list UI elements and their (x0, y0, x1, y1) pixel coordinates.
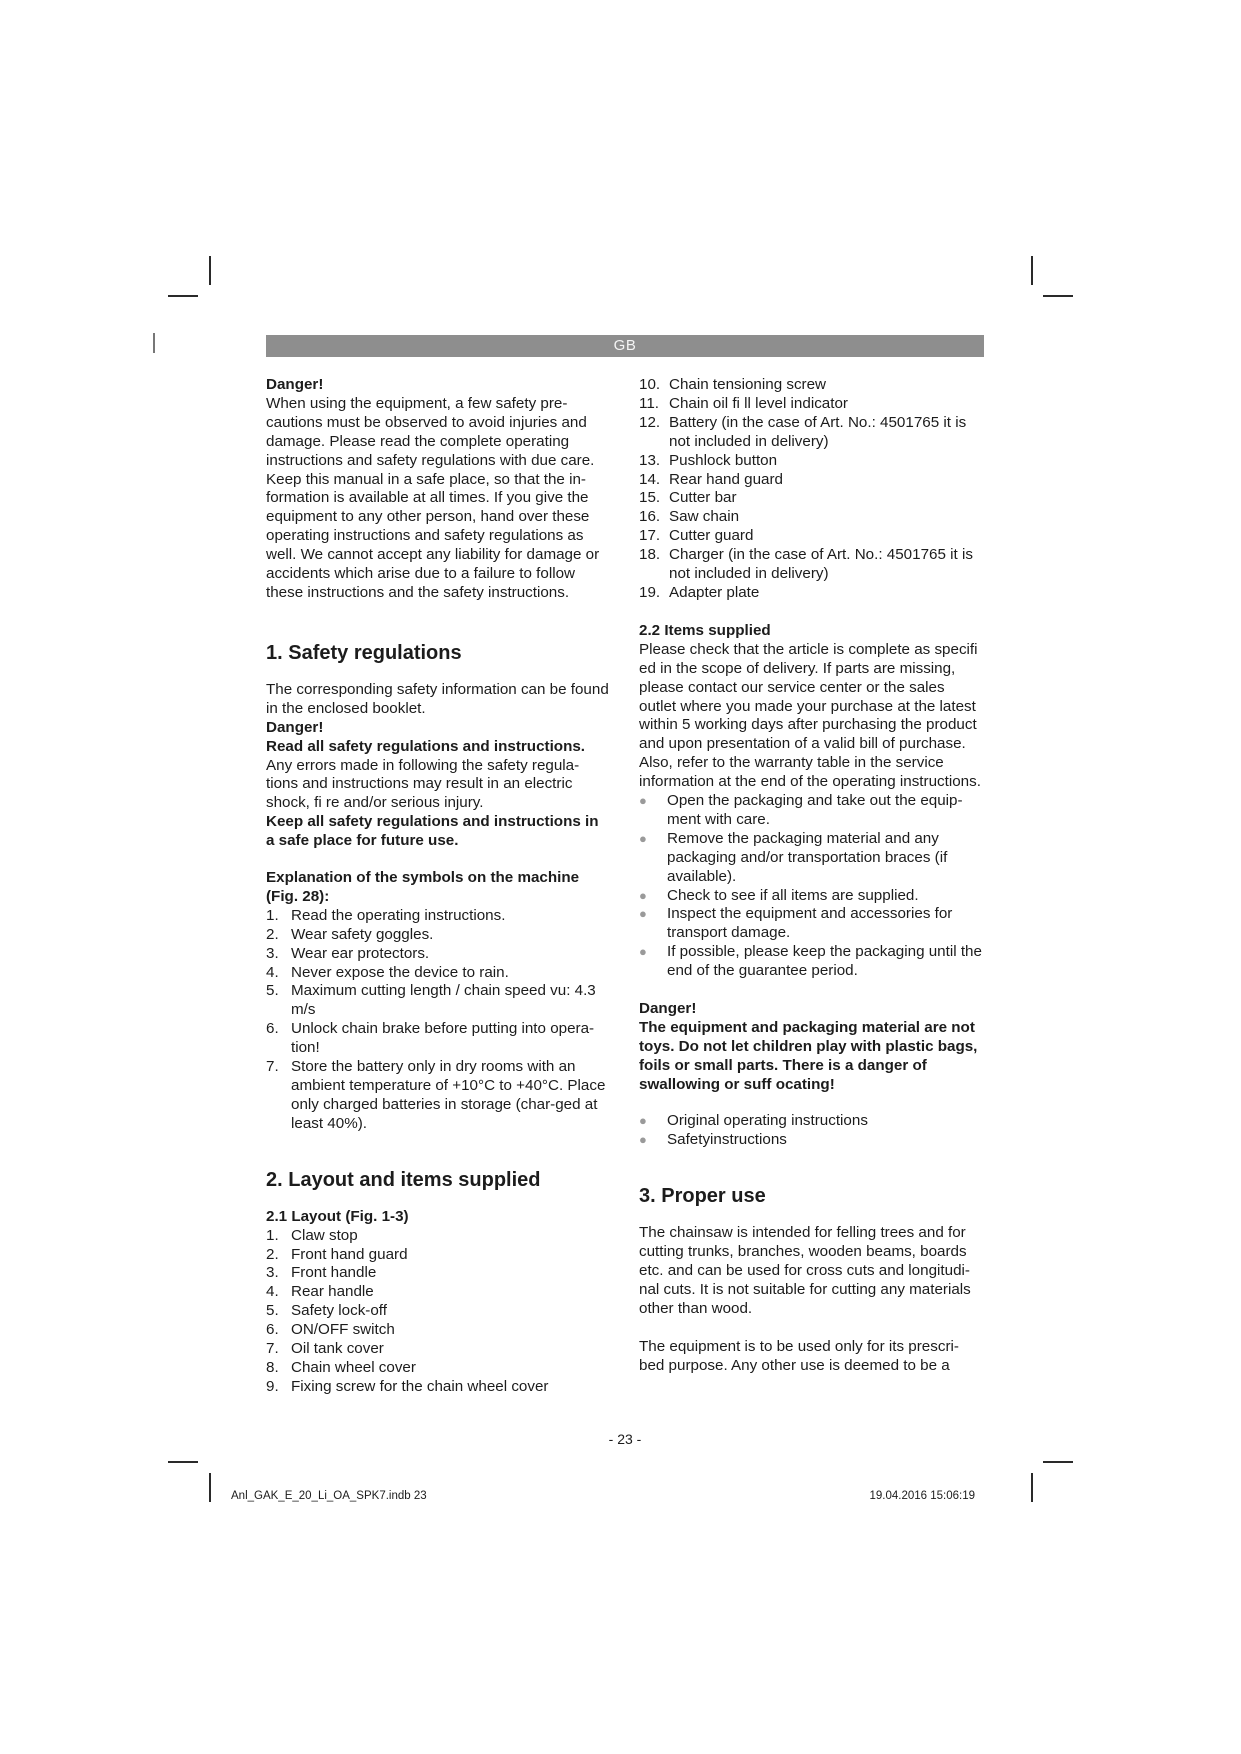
item-text: If possible, please keep the packaging until the end of the guarantee period. (667, 943, 982, 980)
item-text: Battery (in the case of Art. No.: 4501765 it is not included in delivery) (669, 413, 967, 450)
item-text: Wear ear protectors. (291, 944, 430, 962)
list-item (639, 527, 984, 546)
crop-mark (1043, 1461, 1073, 1463)
list-item (639, 830, 984, 887)
item-number: 5. (266, 982, 279, 1000)
item-number: 4. (266, 963, 279, 981)
item-number: 1. (266, 1226, 279, 1244)
bullet-icon: ● (639, 830, 647, 846)
list-item (266, 1020, 611, 1058)
list-item (639, 452, 984, 471)
footer-filename: Anl_GAK_E_20_Li_OA_SPK7.indb 23 (231, 1490, 427, 1502)
item-number: 12. (639, 413, 661, 431)
list-item (639, 414, 984, 452)
section-3-text-1: The chainsaw is intended for felling trees and for cutting trunks, branches, wooden beams, boards etc. and can be used for cross cuts and longitudi-nal cuts. It is not suitable for cutting any materials other than wood. (639, 1224, 971, 1318)
list-item (266, 1246, 611, 1265)
list-item (639, 508, 984, 527)
crop-mark (1043, 295, 1073, 297)
item-number: 13. (639, 451, 661, 469)
list-item (639, 792, 984, 830)
bullet-icon: ● (639, 1131, 647, 1147)
item-text: Front hand guard (291, 1245, 408, 1263)
language-header-bar: GB (266, 335, 984, 357)
item-text: Safety lock-off (291, 1302, 387, 1320)
page-number: - 23 - (608, 1431, 642, 1447)
symbols-list (266, 907, 611, 1134)
crop-mark (168, 295, 198, 297)
section-1-read-all: Read all safety regulations and instructions. (266, 737, 586, 755)
bullet-icon: ● (639, 944, 647, 960)
danger-text: When using the equipment, a few safety pre-cautions must be observed to avoid injuries and damage. Please read the complete operating instructions and safety regulations with due care. Keep this manual in a safe place, so that the in-formation is available at all times. If you give the equipment to any other person, hand over these operating instructions and safety regulations as well. We cannot accept any liability for damage or accidents which arise due to a failure to follow these instructions and the safety instructions. (266, 394, 600, 601)
item-text: ON/OFF switch (291, 1321, 395, 1339)
crop-mark (1031, 1473, 1033, 1502)
list-item (639, 905, 984, 943)
item-number: 16. (639, 508, 661, 526)
item-number: 5. (266, 1302, 279, 1320)
crop-mark (1031, 256, 1033, 285)
list-item (266, 964, 611, 983)
item-text: Wear safety goggles. (291, 925, 434, 943)
item-text: Pushlock button (669, 451, 778, 469)
left-column (266, 376, 611, 1397)
footer-timestamp: 19.04.2016 15:06:19 (869, 1490, 975, 1502)
crop-mark (209, 1473, 211, 1502)
item-text: Open the packaging and take out the equip-ment with care. (667, 792, 963, 828)
section-2-1-title: 2.1 Layout (Fig. 1-3) (266, 1207, 409, 1225)
item-number: 7. (266, 1340, 279, 1358)
list-item (266, 1264, 611, 1283)
section-2-2-title: 2.2 Items supplied (639, 621, 771, 639)
list-item (266, 1359, 611, 1378)
item-number: 8. (266, 1358, 279, 1376)
item-number: 3. (266, 944, 279, 962)
crop-mark (153, 333, 155, 353)
section-3-text-2: The equipment is to be used only for its prescri-bed purpose. Any other use is deemed to be a (639, 1337, 959, 1374)
list-item (639, 1131, 984, 1150)
item-text: Remove the packaging material and any packaging and/or transportation braces (if available). (667, 829, 948, 885)
list-item (639, 1112, 984, 1131)
item-text: Chain oil fi ll level indicator (669, 394, 848, 412)
item-number: 9. (266, 1377, 279, 1395)
item-text: Original operating instructions (667, 1111, 868, 1129)
item-number: 14. (639, 470, 661, 488)
item-number: 6. (266, 1020, 279, 1038)
list-item (639, 376, 984, 395)
danger-2-heading: Danger! (639, 1000, 697, 1018)
right-column (639, 376, 984, 1376)
section-2-2-text: Please check that the article is complete as specifi ed in the scope of delivery. If parts are missing, please contact our service center or the sales outlet where you made your purchase at the latest within 5 working days after purchasing the product and upon presentation of a valid bill of purchase. Also, refer to the warranty table in the service information at the end of the operating instructions. (639, 640, 981, 791)
list-item (639, 489, 984, 508)
item-number: 6. (266, 1321, 279, 1339)
list-item (266, 907, 611, 926)
item-text: Cutter bar (669, 489, 737, 507)
item-text: Rear handle (291, 1283, 374, 1301)
list-item (266, 1321, 611, 1340)
item-text: Rear hand guard (669, 470, 783, 488)
item-text: Fixing screw for the chain wheel cover (291, 1377, 549, 1395)
item-text: Charger (in the case of Art. No.: 4501765 it is not included in delivery) (669, 546, 973, 583)
bullet-icon: ● (639, 906, 647, 922)
item-text: Safetyinstructions (667, 1130, 787, 1148)
crop-mark (209, 256, 211, 285)
supplied-documents-list (639, 1112, 984, 1150)
list-item (639, 584, 984, 603)
section-2-title: 2. Layout and items supplied (266, 1168, 541, 1191)
list-item (266, 1378, 611, 1397)
item-number: 15. (639, 489, 661, 507)
item-text: Read the operating instructions. (291, 906, 506, 924)
section-1-danger: Danger! (266, 718, 324, 736)
item-number: 4. (266, 1283, 279, 1301)
item-text: Adapter plate (669, 583, 760, 601)
section-1-keep: Keep all safety regulations and instructions in a safe place for future use. (266, 813, 599, 850)
item-text: Saw chain (669, 508, 740, 526)
section-1-intro: The corresponding safety information can be found in the enclosed booklet. (266, 680, 609, 717)
items-supplied-steps (639, 792, 984, 981)
list-item (639, 471, 984, 490)
item-number: 11. (639, 394, 659, 412)
item-number: 1. (266, 906, 279, 924)
bullet-icon: ● (639, 887, 647, 903)
list-item (266, 926, 611, 945)
list-item (266, 1302, 611, 1321)
item-text: Oil tank cover (291, 1340, 384, 1358)
item-text: Front handle (291, 1264, 377, 1282)
item-text: Check to see if all items are supplied. (667, 886, 919, 904)
item-number: 7. (266, 1058, 279, 1076)
list-item (266, 982, 611, 1020)
item-number: 10. (639, 376, 661, 393)
list-item (639, 546, 984, 584)
item-number: 2. (266, 925, 279, 943)
list-item (266, 1227, 611, 1246)
item-text: Claw stop (291, 1226, 358, 1244)
bullet-icon: ● (639, 1112, 647, 1128)
crop-mark (168, 1461, 198, 1463)
item-text: Chain tensioning screw (669, 376, 827, 393)
item-text: Cutter guard (669, 527, 754, 545)
item-text: Maximum cutting length / chain speed vu: 4.3 m/s (291, 982, 596, 1019)
list-item (266, 1340, 611, 1359)
item-number: 3. (266, 1264, 279, 1282)
item-number: 18. (639, 546, 661, 564)
list-item (266, 945, 611, 964)
list-item (639, 887, 984, 906)
bullet-icon: ● (639, 793, 647, 809)
item-text: Store the battery only in dry rooms with an ambient temperature of +10°C to +40°C. Place only charged batteries in storage (char-ged at least 40%). (291, 1058, 606, 1132)
list-item (266, 1283, 611, 1302)
danger-2-text: The equipment and packaging material are not toys. Do not let children play with plastic bags, foils or small parts. There is a danger of swallowing or suff ocating! (639, 1019, 978, 1093)
danger-heading: Danger! (266, 376, 324, 393)
item-text: Inspect the equipment and accessories for transport damage. (667, 905, 953, 942)
item-text: Chain wheel cover (291, 1358, 416, 1376)
list-item (266, 1058, 611, 1134)
item-number: 17. (639, 527, 661, 545)
symbols-heading: Explanation of the symbols on the machine (Fig. 28): (266, 869, 580, 905)
section-1-errors-text: Any errors made in following the safety regula-tions and instructions may result in an electric shock, fi re and/or serious injury. (266, 756, 580, 812)
item-number: 19. (639, 583, 661, 601)
section-3-title: 3. Proper use (639, 1185, 766, 1208)
list-item (639, 395, 984, 414)
item-text: Unlock chain brake before putting into opera-tion! (291, 1020, 595, 1057)
section-1-title: 1. Safety regulations (266, 641, 462, 664)
item-text: Never expose the device to rain. (291, 963, 509, 981)
layout-list-continued (639, 376, 984, 603)
list-item (639, 943, 984, 981)
layout-list (266, 1227, 611, 1397)
item-number: 2. (266, 1245, 279, 1263)
